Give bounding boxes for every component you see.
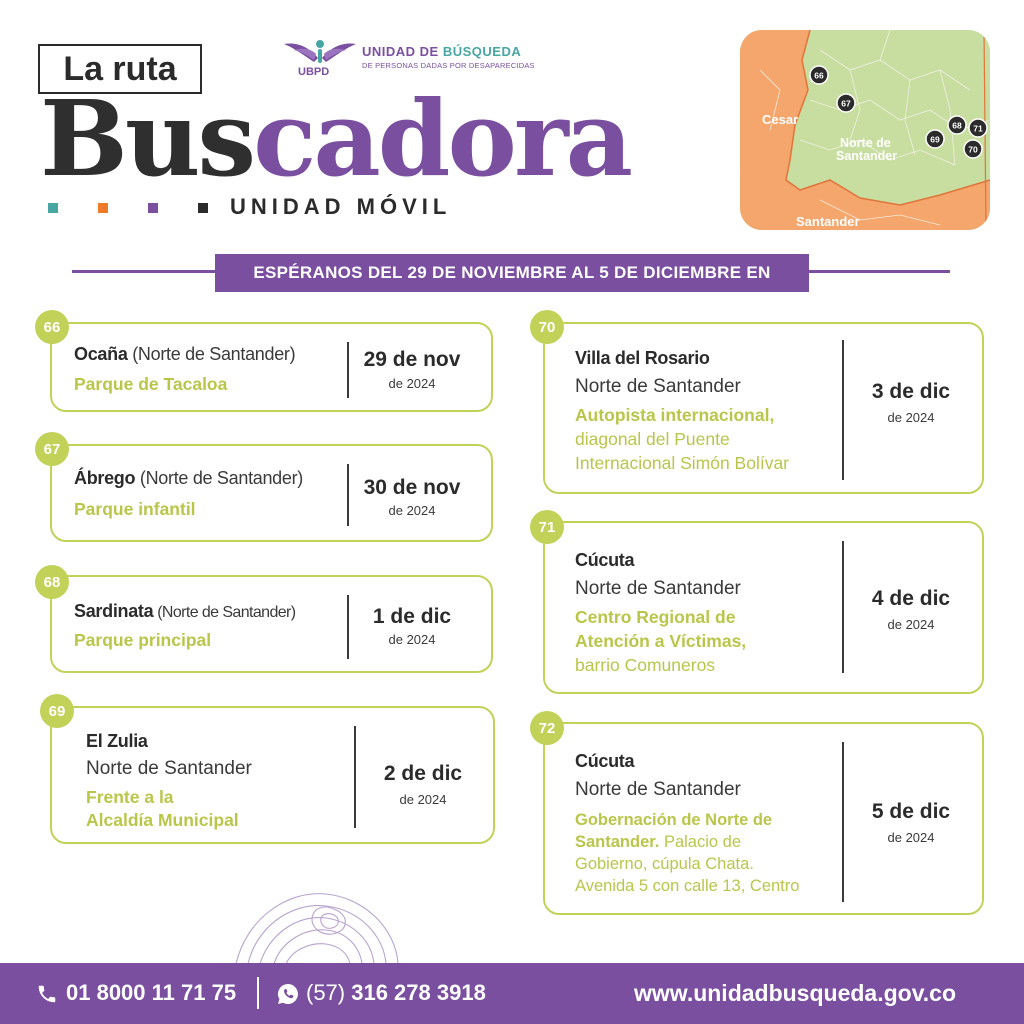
stop-city (74, 344, 295, 365)
stop-place-text: barrio Comuneros (575, 655, 716, 675)
city-name: Ábrego (74, 468, 136, 488)
stop-dept: Norte de Santander (86, 758, 252, 779)
stop-year: de 2024 (399, 792, 447, 807)
map-marker-67 (837, 94, 855, 112)
map-label-cesar: Cesar (762, 112, 799, 127)
stop-year: de 2024 (388, 632, 436, 647)
stop-card-67 (50, 444, 493, 542)
date-banner: ESPÉRANOS DEL 29 DE NOVIEMBRE AL 5 DE DICIEMBRE EN (215, 254, 809, 292)
stop-city: Villa del Rosario (575, 348, 710, 368)
stop-place-1: Centro Regional de (575, 607, 736, 627)
card-divider (842, 340, 844, 480)
city-dept: (Norte de Santander) (135, 468, 303, 488)
ubpd-logo-icon (284, 36, 356, 68)
stop-badge-72: 72 (530, 711, 564, 745)
stop-badge-68: 68 (35, 565, 69, 599)
city-name: Ocaña (74, 344, 128, 364)
dot-teal (48, 203, 58, 213)
stop-place-text: Avenida 5 con calle 13, Centro (575, 877, 800, 895)
card-divider (354, 726, 356, 828)
stop-card-71 (543, 521, 984, 694)
stop-place-3 (575, 654, 715, 677)
footer-website-link[interactable]: www.unidadbusqueda.gov.co (634, 980, 957, 1006)
stop-badge-67: 67 (35, 432, 69, 466)
stop-city: Cúcuta (575, 550, 635, 570)
logo-name-b: BÚSQUEDA (442, 44, 522, 59)
card-divider (347, 595, 349, 659)
stop-card-70 (543, 322, 984, 494)
stop-year: de 2024 (388, 376, 436, 391)
footer-separator (257, 977, 259, 1009)
footer-bar (0, 963, 1024, 1024)
stop-badge-70: 70 (530, 310, 564, 344)
stop-year: de 2024 (887, 830, 935, 845)
stop-place-3 (575, 452, 789, 475)
stop-place: Parque de Tacaloa (74, 374, 228, 394)
stop-place: Parque infantil (74, 499, 196, 519)
stop-place-1: Frente a la (86, 787, 174, 807)
stop-city: El Zulia (86, 731, 148, 751)
phone-icon (36, 983, 58, 1005)
stop-place-2 (575, 831, 741, 854)
stop-place-2: Alcaldía Municipal (86, 810, 239, 830)
dot-orange (98, 203, 108, 213)
stop-place-text: Internacional Simón Bolívar (575, 453, 789, 473)
map-label-santander: Santander (796, 214, 860, 229)
stop-dept: Norte de Santander (575, 376, 741, 397)
map-marker-69 (926, 130, 944, 148)
stop-place-3 (575, 853, 754, 876)
stop-dept: Norte de Santander (575, 578, 741, 599)
stop-year: de 2024 (887, 410, 935, 425)
whatsapp-number: 316 278 3918 (345, 980, 486, 1005)
city-dept: (Norte de Santander) (127, 344, 296, 364)
map-label-nds-1: Norte de (840, 136, 891, 150)
logo-name-a: UNIDAD DE (362, 44, 443, 59)
stop-city: Cúcuta (575, 751, 635, 771)
stop-card-69 (50, 706, 495, 844)
logo-abbr: UBPD (298, 66, 330, 78)
stop-date: 30 de nov (363, 476, 461, 499)
stop-place-text: diagonal del Puente (575, 429, 730, 449)
svg-text:70: 70 (968, 144, 978, 155)
city-name: Sardinata (74, 601, 154, 621)
stop-card-72 (543, 722, 984, 915)
card-divider (347, 342, 349, 398)
card-divider (842, 541, 844, 673)
stop-place-bold: Santander. (575, 833, 660, 851)
map-marker-70 (964, 140, 982, 158)
title-part-2: cadora (253, 77, 631, 200)
stop-badge-71: 71 (530, 510, 564, 544)
stop-place-text: Gobierno, cúpula Chata. (575, 855, 754, 873)
svg-text:67: 67 (841, 98, 851, 109)
stop-place-2: Atención a Víctimas, (575, 631, 747, 651)
stop-city (74, 468, 303, 489)
stop-card-68 (50, 575, 493, 673)
dot-dark (198, 203, 208, 213)
svg-text:71: 71 (973, 123, 983, 134)
stop-date: 1 de dic (372, 605, 452, 628)
title-part-1: Bus (40, 77, 254, 200)
stop-place-text: Palacio de (659, 833, 742, 851)
stop-year: de 2024 (887, 617, 935, 632)
card-divider (347, 464, 349, 526)
logo-subname: DE PERSONAS DADAS POR DESAPARECIDAS (362, 61, 535, 70)
logo-name (362, 44, 521, 59)
map-label-nds-2: Santander (836, 149, 898, 163)
stop-date: 2 de dic (383, 762, 463, 785)
stop-year: de 2024 (388, 503, 436, 518)
stop-place-bold: Autopista internacional, (575, 405, 775, 425)
stop-dept: Norte de Santander (575, 779, 741, 800)
stop-badge-69: 69 (40, 694, 74, 728)
stop-place-1: Gobernación de Norte de (575, 811, 773, 829)
region-map (740, 30, 990, 230)
svg-text:68: 68 (952, 120, 962, 131)
dot-purple (148, 203, 158, 213)
footer-whatsapp[interactable] (306, 980, 486, 1006)
stop-date: 5 de dic (871, 800, 951, 823)
footer-phone[interactable]: 01 8000 11 71 75 (66, 980, 237, 1005)
card-divider (842, 742, 844, 902)
whatsapp-prefix: (57) (306, 980, 346, 1005)
svg-text:66: 66 (814, 70, 824, 81)
stop-city (74, 601, 296, 622)
stop-place-4 (575, 875, 799, 898)
svg-text:69: 69 (930, 134, 940, 145)
city-dept: (Norte de Santander) (153, 604, 296, 621)
stop-place-2 (575, 428, 730, 451)
stop-date: 3 de dic (871, 380, 951, 403)
stop-date: 29 de nov (363, 348, 461, 371)
map-marker-66 (810, 66, 828, 84)
whatsapp-icon (276, 982, 300, 1006)
main-title (40, 77, 631, 200)
stop-date: 4 de dic (871, 587, 951, 610)
map-marker-71 (969, 119, 987, 137)
map-marker-68 (948, 116, 966, 134)
stop-badge-66: 66 (35, 310, 69, 344)
topographic-decoration-icon (226, 880, 406, 964)
header-subtitle: UNIDAD MÓVIL (230, 194, 452, 219)
header-tag: La ruta (38, 44, 202, 94)
stop-card-66 (50, 322, 493, 412)
stop-place: Parque principal (74, 630, 212, 650)
